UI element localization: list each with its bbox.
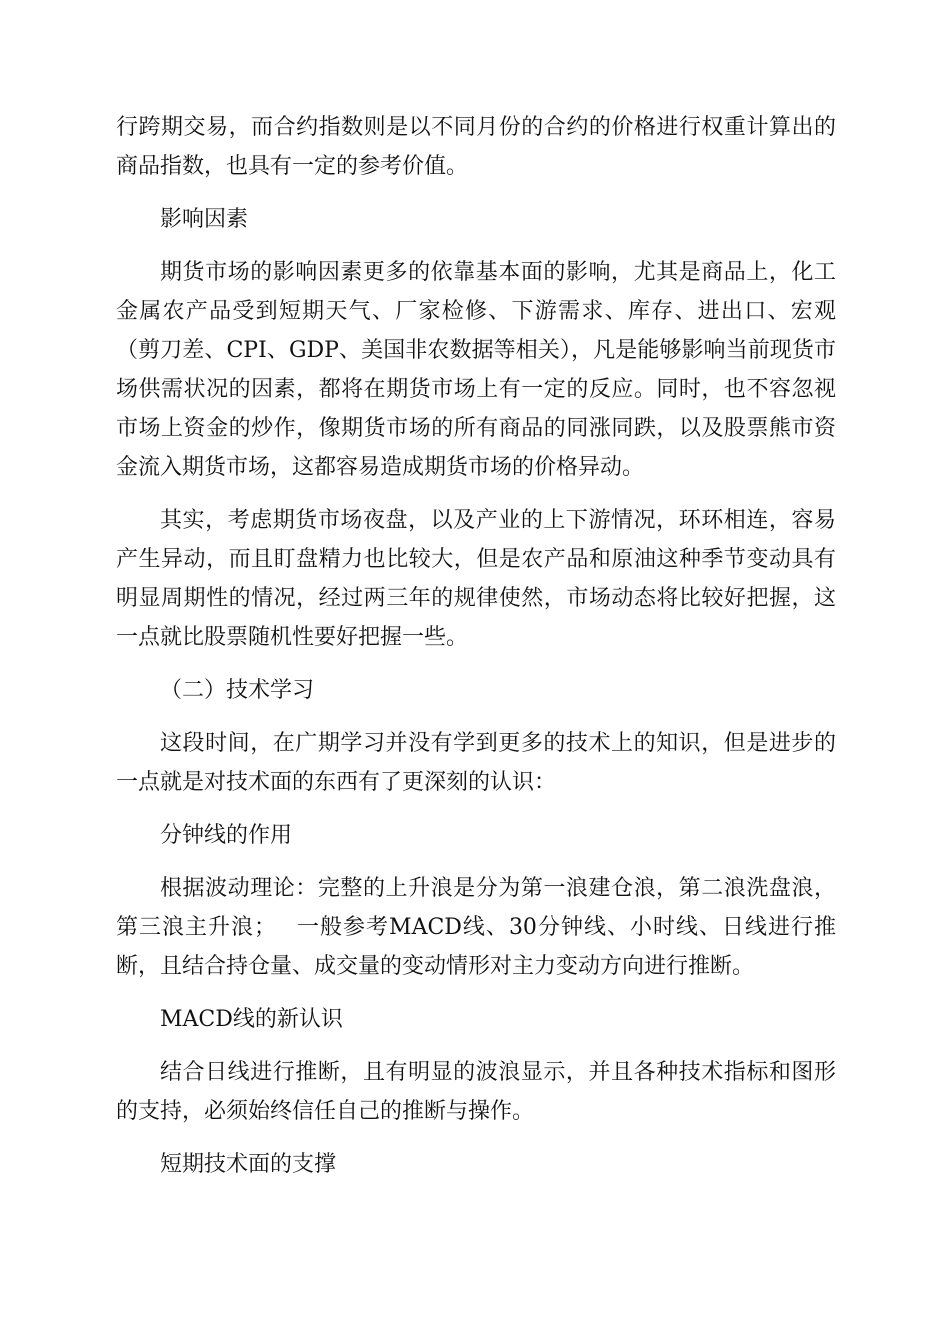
- section-heading-short-term-support: 短期技术面的支撑: [160, 1152, 337, 1177]
- section-heading-macd: MACD线的新认识: [160, 1007, 343, 1032]
- paragraph-night-session: 其实，考虑期货市场夜盘，以及产业的上下游情况，环环相连，容易产生异动，而且盯盘精力也比较大，但是农产品和原油这种季节变动具有明显周期性的情况，经过两三年的规律使然，市场动态将比较好把握，这一点就比股票随机性要好把握一些。: [116, 508, 836, 650]
- paragraph-fundamentals: 期货市场的影响因素更多的依靠基本面的影响，尤其是商品上，化工金属农产品受到短期天气、厂家检修、下游需求、库存、进出口、宏观（剪刀差、CPI、GDP、美国非农数据等相关），凡是能够影响当前现货市场供需状况的因素，都将在期货市场上有一定的反应。同时，也不容忽视市场上资金的炒作，像期货市场的所有商品的同涨同跌，以及股票熊市资金流入期货市场，这都容易造成期货市场的价格异动。: [116, 260, 836, 480]
- section-heading-technical-learning: （二）技术学习: [160, 678, 315, 703]
- paragraph-macd-judgement: 结合日线进行推断，且有明显的波浪显示，并且各种技术指标和图形的支持，必须始终信任自己的推断与操作。: [116, 1060, 836, 1124]
- section-heading-influencing-factors: 影响因素: [160, 207, 249, 232]
- paragraph-continuation: 行跨期交易，而合约指数则是以不同月份的合约的价格进行权重计算出的商品指数，也具有一定的参考价值。: [116, 115, 836, 179]
- section-heading-minute-lines: 分钟线的作用: [160, 823, 293, 848]
- document-page: [116, 108, 836, 1198]
- paragraph-wave-theory: 根据波动理论：完整的上升浪是分为第一浪建仓浪，第二浪洗盘浪，第三浪主升浪； 一般参考MACD线、30分钟线、小时线、日线进行推断，且结合持仓量、成交量的变动情形对主力变动方向进行推断。: [116, 876, 836, 979]
- paragraph-technical-understanding: 这段时间，在广期学习并没有学到更多的技术上的知识，但是进步的一点就是对技术面的东西有了更深刻的认识：: [116, 731, 836, 795]
